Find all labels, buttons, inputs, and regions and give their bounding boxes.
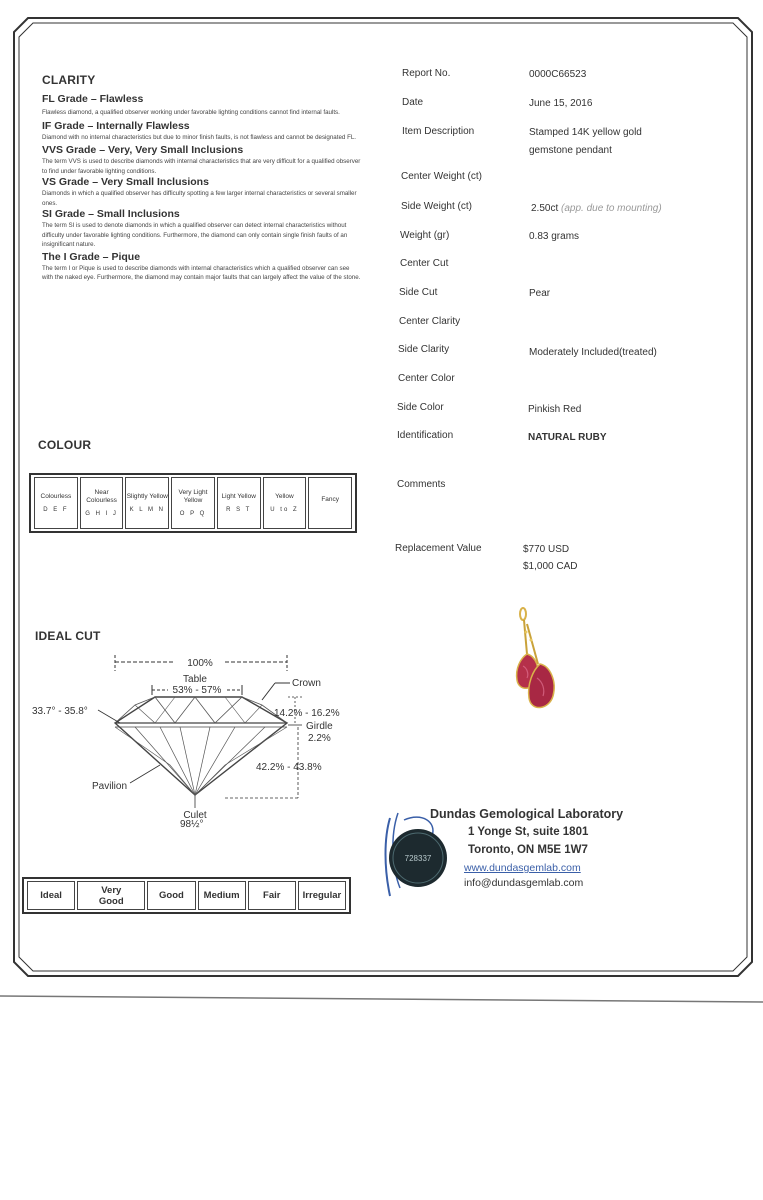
date-label: Date bbox=[402, 97, 424, 108]
identification-label: Identification bbox=[397, 430, 454, 441]
clarity-grade-vvs bbox=[42, 144, 362, 176]
crown-angle-label: 33.7° - 35.8° bbox=[32, 706, 88, 717]
colour-cell-yellow bbox=[263, 477, 307, 529]
colour-grades: D E F bbox=[43, 507, 69, 513]
clarity-grade-list bbox=[42, 93, 362, 283]
colour-name: Slightly Yellow bbox=[126, 493, 168, 500]
grade-description: Flawless diamond, a qualified observer working under favorable lighting conditions cannot find internal faults. bbox=[42, 109, 340, 116]
side-weight-label: Side Weight (ct) bbox=[401, 201, 472, 212]
colour-cell-slightly-yellow bbox=[125, 477, 169, 529]
grade-title: VS Grade – Very Small Inclusions bbox=[42, 176, 209, 188]
pavilion-depth-label: 42.2% - 43.8% bbox=[256, 762, 322, 773]
culet-label: Culet bbox=[183, 810, 207, 821]
cut-grade-table bbox=[22, 877, 351, 914]
grade-description: Diamonds in which a qualified observer has difficulty spotting a few larger internal characteristics or several smaller ones. bbox=[42, 190, 357, 207]
clarity-grade-si bbox=[42, 208, 362, 250]
side-clarity-label: Side Clarity bbox=[398, 344, 450, 355]
item-description-value: Stamped 14K yellow gold bbox=[529, 127, 642, 138]
cut-grade-good: Good bbox=[147, 881, 195, 910]
colour-name: Yellow bbox=[275, 493, 294, 500]
colour-cell-very-light-yellow bbox=[171, 477, 215, 529]
item-description-label: Item Description bbox=[402, 126, 475, 137]
girdle-percent-label: 2.2% bbox=[308, 733, 331, 744]
clarity-grade-vs bbox=[42, 176, 362, 208]
clarity-grade-i bbox=[42, 251, 362, 283]
grade-title: FL Grade – Flawless bbox=[42, 93, 144, 105]
clarity-grade-if bbox=[42, 120, 362, 143]
side-color-value: Pinkish Red bbox=[528, 404, 582, 415]
side-weight-value bbox=[531, 203, 662, 214]
table-label: Table bbox=[183, 674, 207, 685]
laboratory-seal bbox=[382, 808, 462, 903]
crown-label: Crown bbox=[292, 678, 321, 689]
grade-title: SI Grade – Small Inclusions bbox=[42, 208, 180, 220]
colour-cell-colourless bbox=[34, 477, 78, 529]
replacement-value-cad: $1,000 CAD bbox=[523, 561, 578, 572]
ideal-cut-heading: IDEAL CUT bbox=[35, 629, 101, 643]
colour-name: Colourless bbox=[40, 493, 72, 500]
colour-heading: COLOUR bbox=[38, 438, 92, 452]
center-cut-label: Center Cut bbox=[400, 258, 449, 269]
grade-title: VVS Grade – Very, Very Small Inclusions bbox=[42, 144, 244, 156]
side-weight-amount: 2.50ct bbox=[531, 203, 559, 214]
clarity-heading: CLARITY bbox=[42, 73, 96, 87]
diamond-cut-diagram bbox=[30, 645, 360, 825]
center-clarity-label: Center Clarity bbox=[399, 316, 461, 327]
seal-number: 728337 bbox=[404, 854, 432, 863]
report-no-label: Report No. bbox=[402, 68, 451, 79]
report-no-value: 0000C66523 bbox=[529, 69, 587, 80]
total-width-label: 100% bbox=[187, 658, 213, 669]
colour-grades: G H I J bbox=[85, 511, 118, 517]
cut-grade-medium: Medium bbox=[198, 881, 246, 910]
side-cut-value: Pear bbox=[529, 288, 551, 299]
pavilion-label: Pavilion bbox=[92, 781, 128, 792]
grade-title: IF Grade – Internally Flawless bbox=[42, 119, 190, 132]
cut-grade-irregular: Irregular bbox=[298, 881, 346, 910]
identification-value: NATURAL RUBY bbox=[528, 432, 607, 443]
table-percent-label: 53% - 57% bbox=[172, 685, 222, 696]
cut-grade-fair: Fair bbox=[248, 881, 296, 910]
colour-name: Near Colourless bbox=[86, 489, 117, 504]
replacement-value-label: Replacement Value bbox=[395, 543, 482, 554]
lab-website-link[interactable]: www.dundasgemlab.com bbox=[464, 862, 581, 874]
side-cut-label: Side Cut bbox=[399, 287, 438, 298]
grade-description: The term SI is used to denote diamonds in which a qualified observer can detect internal characteristics without difficulty under favorable lighting conditions. Furthermore, the diamond can only contain single finish faults of an insignificant nature. bbox=[42, 222, 348, 248]
side-clarity-value: Moderately Included(treated) bbox=[529, 347, 657, 358]
lab-address-line1: 1 Yonge St, suite 1801 bbox=[468, 826, 589, 838]
colour-scale-table bbox=[29, 473, 357, 533]
side-weight-note: (app. due to mounting) bbox=[561, 203, 662, 214]
colour-cell-fancy bbox=[308, 477, 352, 529]
item-description-value-line2: gemstone pendant bbox=[529, 145, 612, 156]
comments-label: Comments bbox=[397, 479, 446, 490]
lab-email: info@dundasgemlab.com bbox=[464, 877, 584, 889]
grade-title: The I Grade – Pique bbox=[42, 250, 141, 263]
grade-description: The term VVS is used to describe diamonds with internal characteristics that are very difficult for a qualified observer to find under favorable lighting conditions. bbox=[42, 158, 361, 175]
lab-name: Dundas Gemological Laboratory bbox=[430, 807, 624, 821]
colour-cell-light-yellow bbox=[217, 477, 261, 529]
colour-cell-near-colourless bbox=[80, 477, 124, 529]
colour-name: Light Yellow bbox=[221, 493, 256, 500]
cut-grade-very-good: Very Good bbox=[77, 881, 145, 910]
clarity-grade-fl bbox=[42, 93, 362, 118]
weight-gr-label: Weight (gr) bbox=[400, 230, 450, 241]
crown-height-label: 14.2% - 16.2% bbox=[274, 708, 340, 719]
center-color-label: Center Color bbox=[398, 373, 455, 384]
colour-grades: O P Q bbox=[179, 511, 207, 517]
pendant-photo bbox=[505, 606, 575, 721]
grade-description: Diamond with no internal characteristics but due to minor finish faults, is not flawless and cannot be designated FL. bbox=[42, 133, 357, 141]
center-weight-label: Center Weight (ct) bbox=[401, 171, 482, 182]
colour-name: Very Light Yellow bbox=[178, 489, 208, 504]
cut-grade-ideal: Ideal bbox=[27, 881, 75, 910]
replacement-value-usd: $770 USD bbox=[523, 544, 570, 555]
culet-angle-label: 98½° bbox=[180, 819, 204, 830]
colour-grades: K L M N bbox=[129, 507, 166, 513]
weight-gr-value: 0.83 grams bbox=[529, 231, 580, 242]
side-color-label: Side Color bbox=[397, 402, 444, 413]
colour-grades: U to Z bbox=[270, 507, 299, 513]
date-value: June 15, 2016 bbox=[529, 98, 593, 109]
colour-name: Fancy bbox=[321, 496, 340, 503]
colour-grades: R S T bbox=[226, 507, 252, 513]
lab-address-line2: Toronto, ON M5E 1W7 bbox=[468, 844, 588, 856]
girdle-label: Girdle bbox=[306, 721, 333, 732]
grade-description: The term I or Pique is used to describe diamonds with internal characteristics which a qualified observer can see with the naked eye. Furthermore, the diamond may contain major faults that can largely affect the value of the stone. bbox=[42, 264, 361, 281]
